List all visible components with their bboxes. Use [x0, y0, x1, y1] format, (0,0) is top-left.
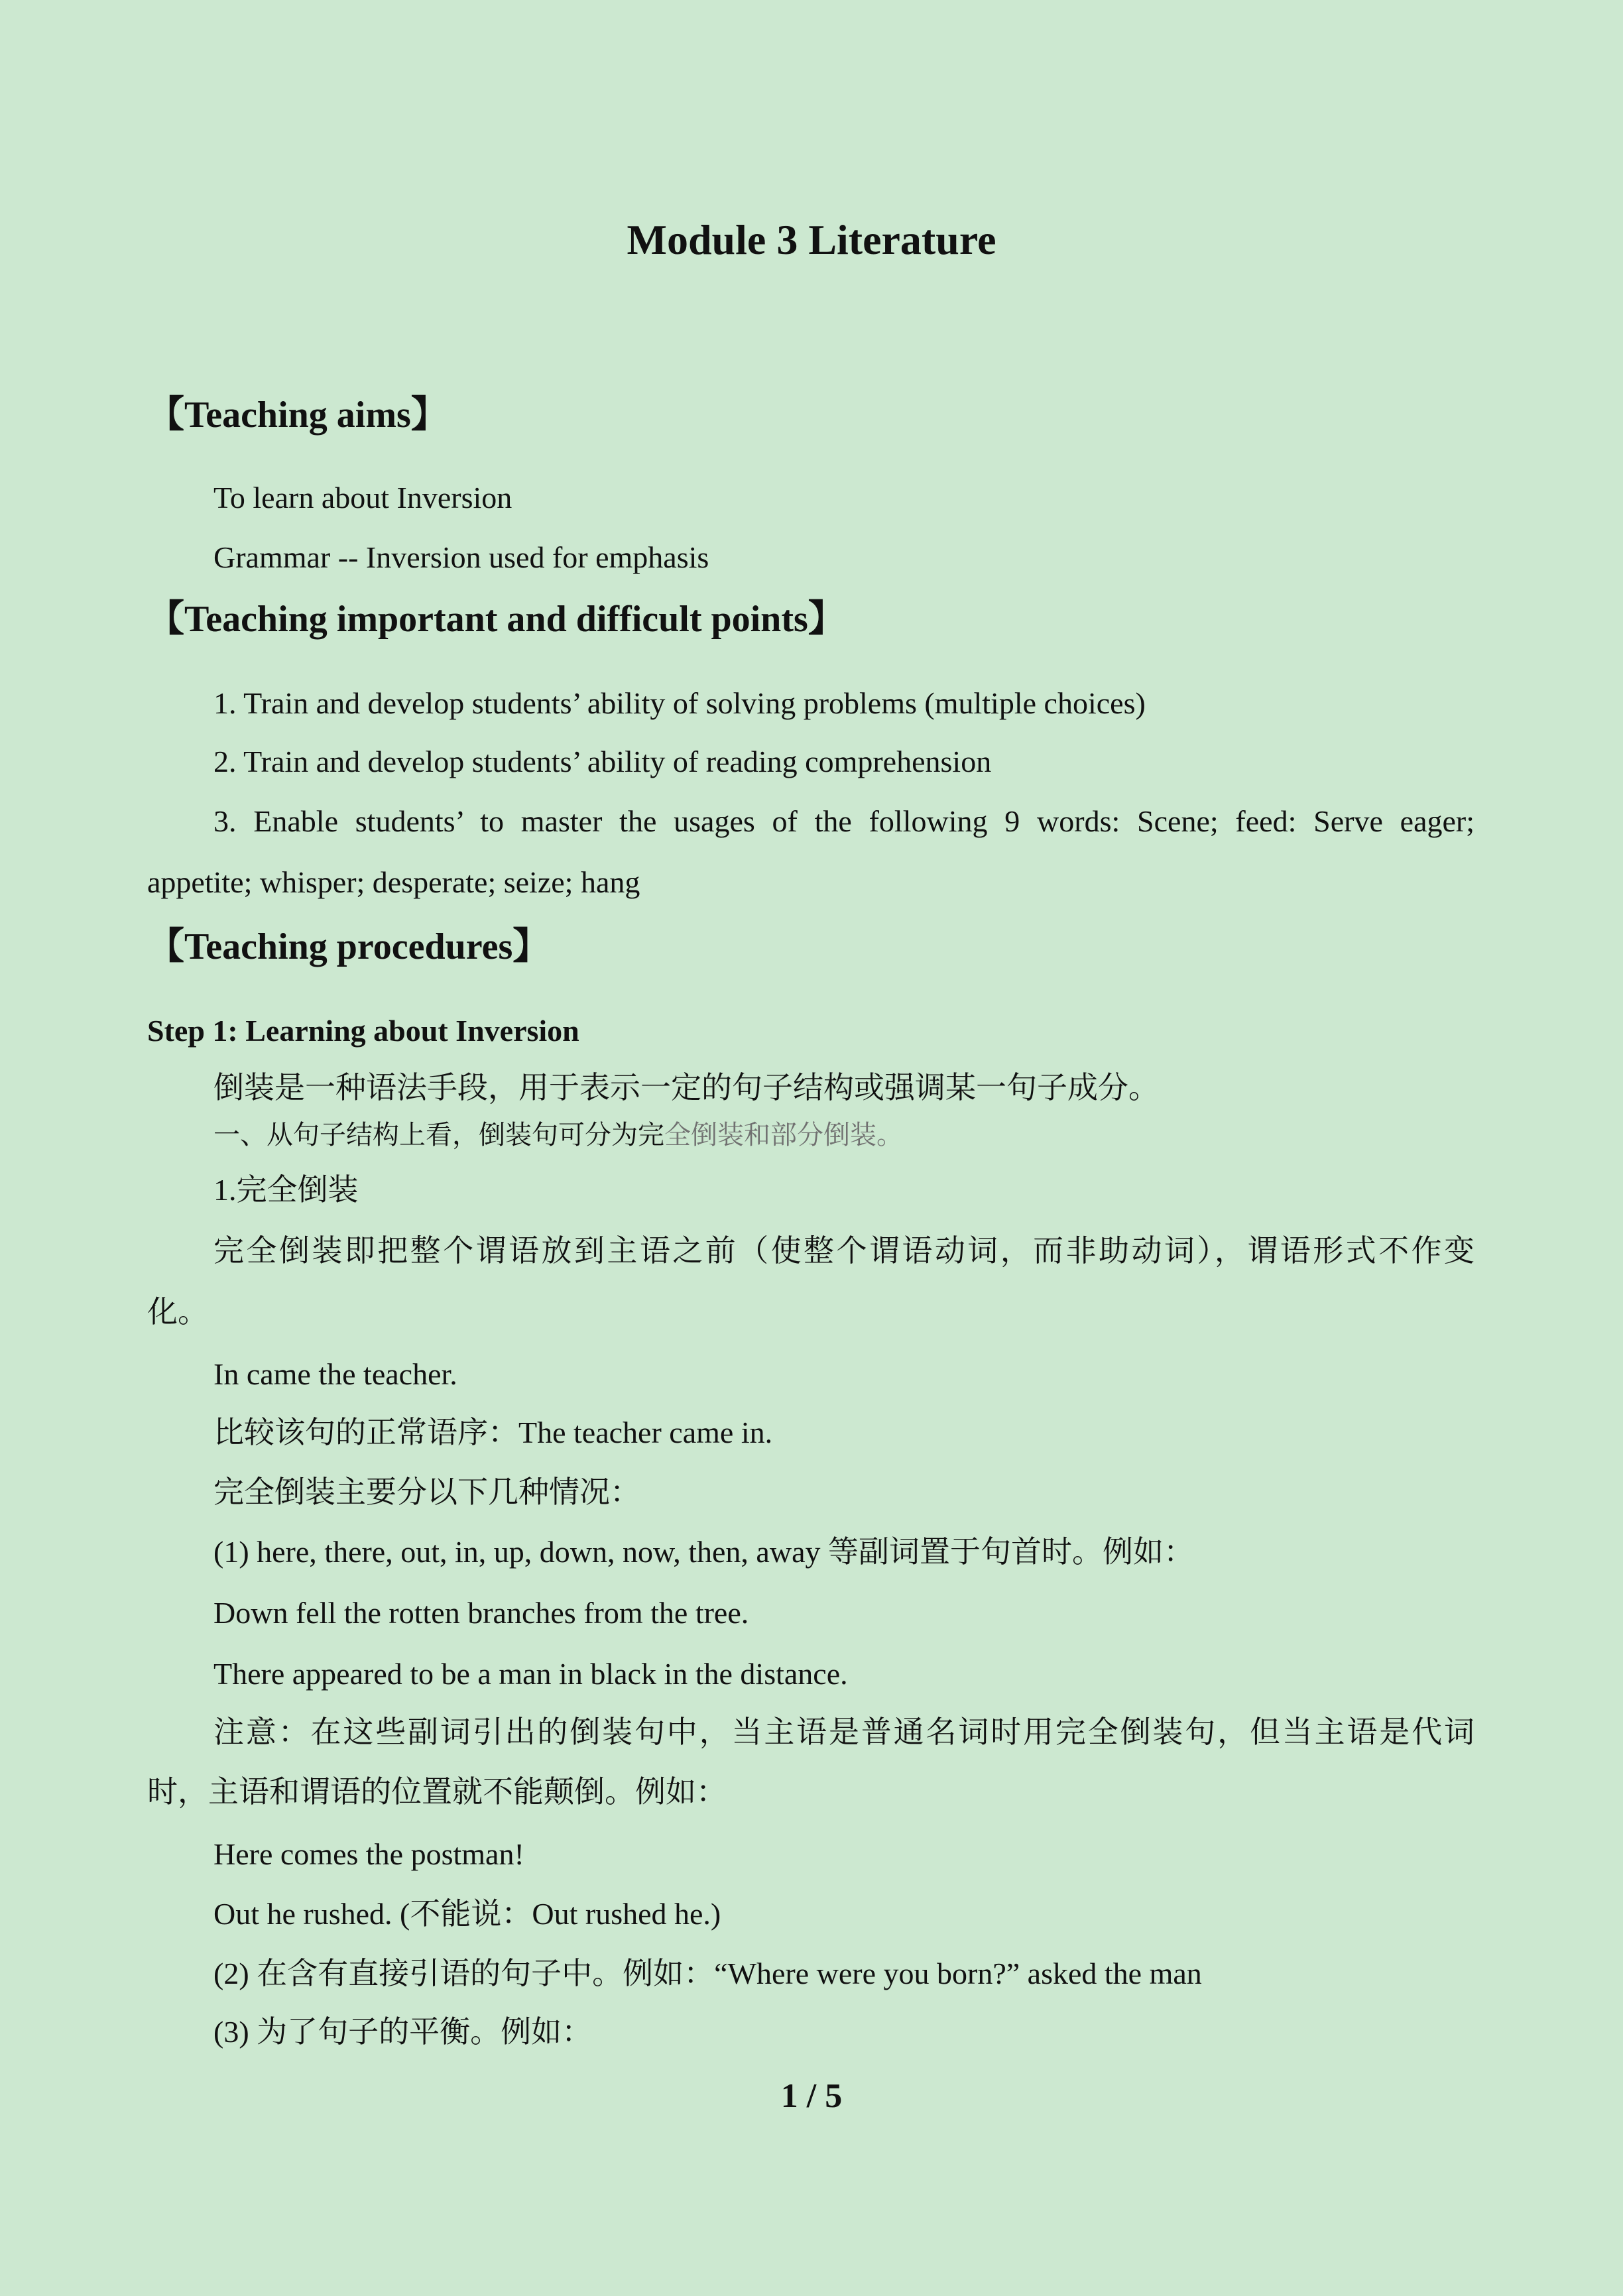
example-part-3: Out rushed he.)	[532, 1897, 721, 1931]
normal-order-comparison	[213, 1418, 772, 1448]
case-1	[213, 1537, 1194, 1567]
example-sentence: Here comes the postman!	[213, 1837, 524, 1871]
full-inversion-cases-intro: 完全倒装主要分以下几种情况：	[213, 1475, 640, 1509]
case-2-description: 在含有直接引语的句子中。例如：	[257, 1957, 715, 1990]
inversion-classification	[213, 1122, 903, 1148]
points-item-3-continued: appetite; whisper; desperate; seize; hang	[147, 865, 640, 899]
case-3	[213, 2017, 592, 2047]
section-heading-important-points: 【Teaching important and difficult points】	[147, 599, 845, 640]
example-part-1: Out he rushed. (	[213, 1897, 410, 1931]
comparison-label: 比较该句的正常语序：	[213, 1416, 518, 1449]
full-inversion-definition: 完全倒装即把整个谓语放到主语之前（使整个谓语动词，而非助动词），谓语形式不作变	[213, 1234, 1474, 1268]
inversion-classification-text: 一、从句子结构上看，倒装句可分为完	[213, 1120, 664, 1150]
example-part-2: 不能说：	[410, 1897, 532, 1931]
full-inversion-definition-continued: 化。	[147, 1295, 208, 1329]
example-sentence-pronoun	[213, 1899, 721, 1929]
step-1-heading: Step 1: Learning about Inversion	[147, 1014, 579, 1048]
inversion-definition: 倒装是一种语法手段，用于表示一定的句子结构或强调某一句子成分。	[213, 1071, 1159, 1105]
note-pronoun-subject: 注意：在这些副词引出的倒装句中，当主语是普通名词时用完全倒装句，但当主语是代词	[213, 1715, 1474, 1749]
example-sentence: There appeared to be a man in black in the distance.	[213, 1657, 848, 1691]
case-1-description: 等副词置于句首时。例如：	[828, 1535, 1194, 1569]
points-item-2: 2. Train and develop students’ ability of reading comprehension	[213, 745, 992, 778]
case-3-description: 为了句子的平衡。例如：	[257, 2015, 593, 2049]
full-inversion-heading: 1.完全倒装	[213, 1173, 359, 1207]
case-1-adverbs: (1) here, there, out, in, up, down, now, then, away	[213, 1535, 828, 1569]
case-2	[213, 1959, 1202, 1989]
note-pronoun-subject-continued: 时，主语和谓语的位置就不能颠倒。例如：	[147, 1775, 727, 1809]
comparison-sentence: The teacher came in.	[518, 1416, 773, 1449]
page-title: Module 3 Literature	[627, 216, 996, 263]
case-2-example: “Where were you born?” asked the man	[714, 1957, 1202, 1990]
example-sentence: In came the teacher.	[213, 1357, 457, 1391]
page-number: 1 / 5	[780, 2077, 843, 2115]
case-2-number: (2)	[213, 1957, 257, 1990]
inversion-classification-types: 全倒装和部分倒装。	[664, 1120, 903, 1150]
points-item-1: 1. Train and develop students’ ability of solving problems (multiple choices)	[213, 686, 1146, 720]
aims-item-2: Grammar -- Inversion used for emphasis	[213, 540, 709, 574]
section-heading-procedures: 【Teaching procedures】	[147, 926, 550, 967]
aims-item-1: To learn about Inversion	[213, 481, 512, 514]
points-item-3: 3. Enable students’ to master the usages of the following 9 words: Scene; feed: Serve eager;	[213, 804, 1474, 838]
example-sentence: Down fell the rotten branches from the tree.	[213, 1596, 749, 1630]
section-heading-teaching-aims: 【Teaching aims】	[147, 394, 448, 436]
case-3-number: (3)	[213, 2015, 257, 2049]
